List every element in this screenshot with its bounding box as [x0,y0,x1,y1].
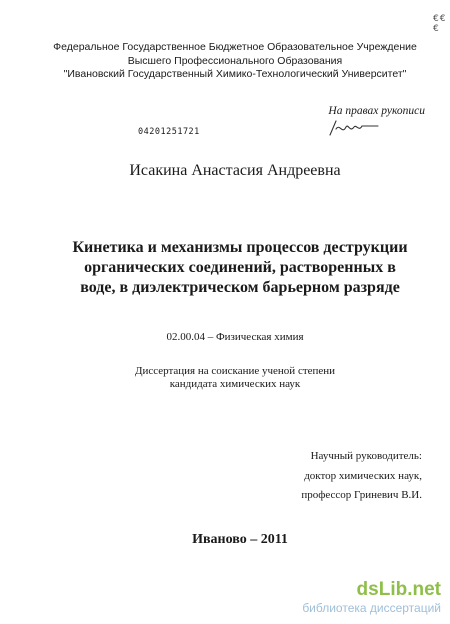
title-line: воде, в диэлектрическом барьерном разряде [80,279,400,296]
specialty-code: 02.00.04 – Физическая химия [166,331,304,343]
degree-line: Диссертация на соискание ученой степени [134,365,336,377]
watermark-subtitle: библиотека диссертаций [302,601,441,615]
dissertation-title [30,238,450,298]
author-name: Исакина Анастасия Андреевна [129,162,341,179]
corner-mark: €€€ [433,14,447,34]
scientific-supervisor [280,447,422,506]
supervisor-line: профессор Гриневич В.И. [301,489,422,501]
institution-header [0,41,450,82]
institution-line: Федеральное Государственное Бюджетное Образовательное Учреждение [53,41,417,53]
supervisor-line: доктор химических наук, [304,469,422,482]
watermark-logo: dsLib.net [356,579,441,600]
degree-statement [0,365,450,391]
title-line: Кинетика и механизмы процессов деструкции [72,239,408,256]
institution-line: Высшего Профессионального Образования [127,54,343,67]
city-year: Иваново – 2011 [192,532,288,547]
institution-line: "Ивановский Государственный Химико-Технологический Университет" [63,68,407,80]
manuscript-rights-label: На правах рукописи [328,105,425,117]
dslib-watermark [302,579,445,619]
registration-code: 04201251721 [138,127,200,137]
supervisor-line: Научный руководитель: [310,450,422,462]
handwritten-signature [326,117,386,139]
degree-line: кандидата химических наук [169,378,301,390]
title-line: органических соединений, растворенных в [84,259,396,276]
